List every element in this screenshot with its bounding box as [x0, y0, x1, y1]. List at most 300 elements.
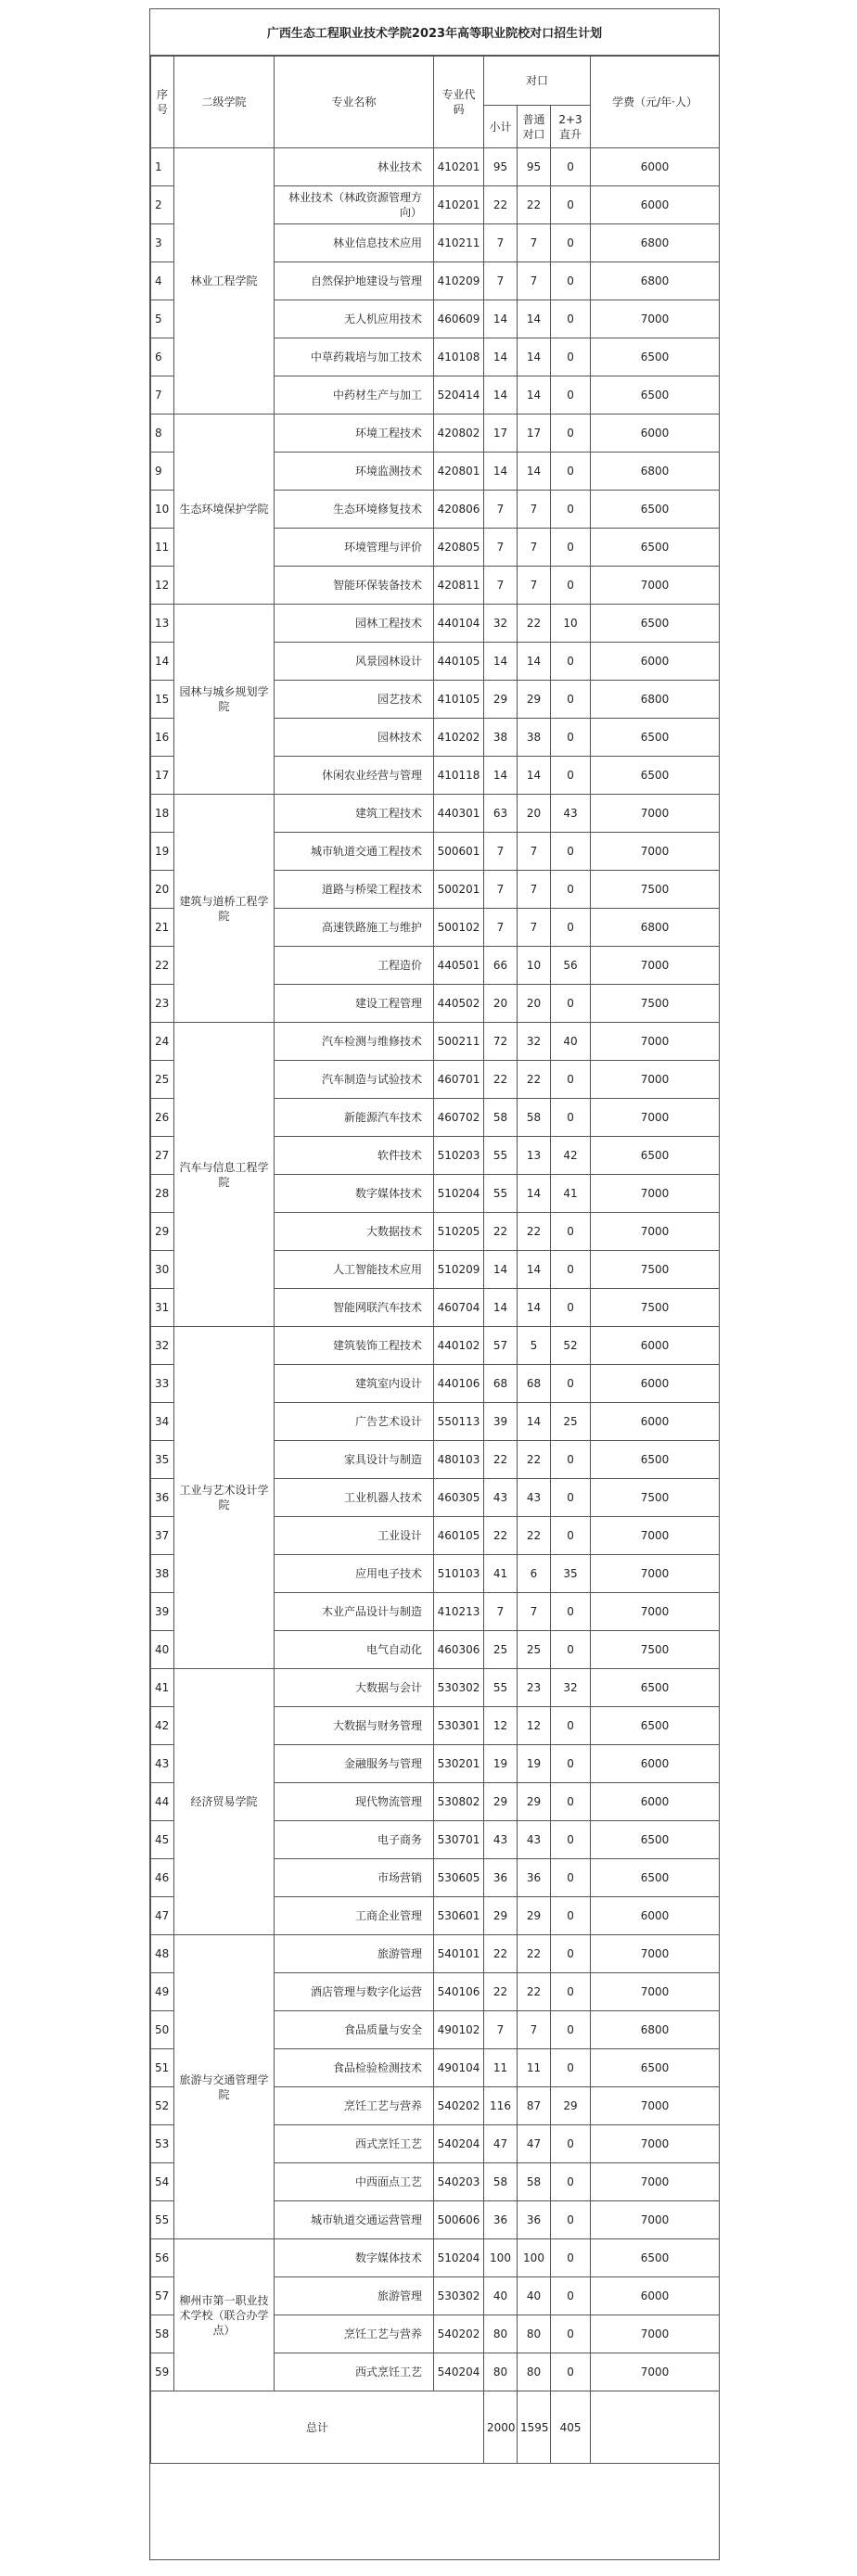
row-number: 55: [151, 2201, 174, 2239]
major-code: 540203: [434, 2163, 484, 2201]
college-name: 园林与城乡规划学院: [174, 605, 275, 795]
quota-two-three: 0: [551, 1631, 591, 1669]
header-subtotal: 小计: [484, 106, 518, 148]
major-name: 工业机器人技术: [275, 1479, 434, 1517]
quota-subtotal: 22: [484, 1213, 518, 1251]
quota-subtotal: 32: [484, 605, 518, 643]
major-name: 工商企业管理: [275, 1897, 434, 1935]
tuition-fee: 6800: [591, 681, 720, 719]
college-name: 林业工程学院: [174, 148, 275, 414]
major-name: 旅游管理: [275, 2277, 434, 2315]
row-number: 58: [151, 2315, 174, 2353]
major-code: 420802: [434, 414, 484, 453]
quota-subtotal: 17: [484, 414, 518, 453]
quota-two-three: 0: [551, 1517, 591, 1555]
quota-two-three: 29: [551, 2087, 591, 2125]
quota-subtotal: 55: [484, 1175, 518, 1213]
table-row: [151, 605, 720, 643]
tuition-fee: 6000: [591, 643, 720, 681]
major-code: 420811: [434, 567, 484, 605]
major-code: 530605: [434, 1859, 484, 1897]
major-code: 410211: [434, 224, 484, 262]
major-code: 460609: [434, 300, 484, 338]
quota-regular: 14: [518, 643, 551, 681]
row-number: 5: [151, 300, 174, 338]
quota-two-three: 52: [551, 1327, 591, 1365]
major-name: 中草药栽培与加工技术: [275, 338, 434, 376]
quota-subtotal: 29: [484, 1897, 518, 1935]
quota-two-three: 0: [551, 186, 591, 224]
major-name: 休闲农业经营与管理: [275, 757, 434, 795]
row-number: 53: [151, 2125, 174, 2163]
tuition-fee: 7000: [591, 567, 720, 605]
row-number: 22: [151, 947, 174, 985]
college-name: 建筑与道桥工程学院: [174, 795, 275, 1023]
quota-regular: 11: [518, 2049, 551, 2087]
row-number: 56: [151, 2239, 174, 2277]
quota-subtotal: 19: [484, 1745, 518, 1783]
total-fee: [591, 2391, 720, 2464]
tuition-fee: 6800: [591, 224, 720, 262]
quota-regular: 14: [518, 1175, 551, 1213]
quota-subtotal: 22: [484, 1973, 518, 2011]
tuition-fee: 7000: [591, 1555, 720, 1593]
quota-two-three: 0: [551, 643, 591, 681]
quota-subtotal: 7: [484, 491, 518, 529]
quota-regular: 22: [518, 1061, 551, 1099]
row-number: 15: [151, 681, 174, 719]
tuition-fee: 7000: [591, 1175, 720, 1213]
quota-two-three: 0: [551, 1289, 591, 1327]
tuition-fee: 7500: [591, 1251, 720, 1289]
quota-two-three: 0: [551, 224, 591, 262]
major-name: 无人机应用技术: [275, 300, 434, 338]
tuition-fee: 6500: [591, 491, 720, 529]
row-number: 25: [151, 1061, 174, 1099]
quota-regular: 43: [518, 1821, 551, 1859]
quota-regular: 22: [518, 1517, 551, 1555]
major-name: 汽车制造与试验技术: [275, 1061, 434, 1099]
major-name: 软件技术: [275, 1137, 434, 1175]
major-code: 530301: [434, 1707, 484, 1745]
quota-regular: 14: [518, 338, 551, 376]
row-number: 23: [151, 985, 174, 1023]
quota-two-three: 0: [551, 1251, 591, 1289]
document-title: 广西生态工程职业技术学院2023年高等职业院校对口招生计划: [150, 9, 719, 56]
major-name: 电气自动化: [275, 1631, 434, 1669]
major-code: 460701: [434, 1061, 484, 1099]
quota-subtotal: 36: [484, 2201, 518, 2239]
quota-regular: 14: [518, 1403, 551, 1441]
tuition-fee: 6000: [591, 1403, 720, 1441]
tuition-fee: 7000: [591, 1061, 720, 1099]
quota-two-three: 0: [551, 2353, 591, 2391]
quota-regular: 7: [518, 262, 551, 300]
major-code: 460702: [434, 1099, 484, 1137]
table-row: [151, 414, 720, 453]
tuition-fee: 7500: [591, 871, 720, 909]
tuition-fee: 6500: [591, 719, 720, 757]
plan-document: [149, 8, 720, 2560]
major-code: 550113: [434, 1403, 484, 1441]
quota-two-three: 0: [551, 529, 591, 567]
quota-subtotal: 25: [484, 1631, 518, 1669]
quota-subtotal: 7: [484, 262, 518, 300]
row-number: 1: [151, 148, 174, 186]
major-name: 环境工程技术: [275, 414, 434, 453]
quota-subtotal: 58: [484, 1099, 518, 1137]
quota-two-three: 43: [551, 795, 591, 833]
college-name: 旅游与交通管理学院: [174, 1935, 275, 2239]
major-name: 现代物流管理: [275, 1783, 434, 1821]
row-number: 24: [151, 1023, 174, 1061]
tuition-fee: 7000: [591, 1213, 720, 1251]
quota-subtotal: 14: [484, 1251, 518, 1289]
quota-two-three: 0: [551, 1099, 591, 1137]
quota-two-three: 0: [551, 148, 591, 186]
quota-regular: 14: [518, 376, 551, 414]
quota-two-three: 0: [551, 985, 591, 1023]
quota-subtotal: 14: [484, 643, 518, 681]
major-name: 风景园林设计: [275, 643, 434, 681]
quota-subtotal: 14: [484, 300, 518, 338]
row-number: 19: [151, 833, 174, 871]
major-code: 530302: [434, 2277, 484, 2315]
major-name: 园林工程技术: [275, 605, 434, 643]
row-number: 28: [151, 1175, 174, 1213]
quota-regular: 14: [518, 453, 551, 491]
quota-subtotal: 12: [484, 1707, 518, 1745]
quota-two-three: 0: [551, 1365, 591, 1403]
major-code: 520414: [434, 376, 484, 414]
quota-subtotal: 41: [484, 1555, 518, 1593]
major-code: 460704: [434, 1289, 484, 1327]
quota-two-three: 40: [551, 1023, 591, 1061]
quota-regular: 36: [518, 1859, 551, 1897]
table-row: [151, 795, 720, 833]
quota-regular: 36: [518, 2201, 551, 2239]
major-code: 410201: [434, 186, 484, 224]
tuition-fee: 6500: [591, 757, 720, 795]
row-number: 46: [151, 1859, 174, 1897]
quota-two-three: 32: [551, 1669, 591, 1707]
quota-regular: 38: [518, 719, 551, 757]
quota-regular: 7: [518, 491, 551, 529]
quota-regular: 22: [518, 1213, 551, 1251]
tuition-fee: 6000: [591, 1897, 720, 1935]
major-code: 500102: [434, 909, 484, 947]
quota-subtotal: 7: [484, 833, 518, 871]
major-code: 500201: [434, 871, 484, 909]
quota-regular: 7: [518, 2011, 551, 2049]
quota-two-three: 0: [551, 1707, 591, 1745]
quota-regular: 80: [518, 2315, 551, 2353]
tuition-fee: 7000: [591, 2125, 720, 2163]
header-row-1: [151, 57, 720, 106]
quota-two-three: 0: [551, 2239, 591, 2277]
tuition-fee: 7000: [591, 2201, 720, 2239]
quota-regular: 22: [518, 1973, 551, 2011]
major-code: 410209: [434, 262, 484, 300]
tuition-fee: 6500: [591, 2049, 720, 2087]
quota-regular: 7: [518, 224, 551, 262]
major-code: 510103: [434, 1555, 484, 1593]
major-name: 旅游管理: [275, 1935, 434, 1973]
tuition-fee: 6000: [591, 1745, 720, 1783]
tuition-fee: 6000: [591, 186, 720, 224]
tuition-fee: 7000: [591, 2353, 720, 2391]
total-row: [151, 2391, 720, 2464]
tuition-fee: 6000: [591, 1327, 720, 1365]
major-name: 烹饪工艺与营养: [275, 2315, 434, 2353]
quota-subtotal: 11: [484, 2049, 518, 2087]
row-number: 44: [151, 1783, 174, 1821]
quota-subtotal: 80: [484, 2353, 518, 2391]
tuition-fee: 6500: [591, 1821, 720, 1859]
quota-subtotal: 68: [484, 1365, 518, 1403]
major-code: 440502: [434, 985, 484, 1023]
major-name: 中药材生产与加工: [275, 376, 434, 414]
quota-regular: 22: [518, 186, 551, 224]
major-name: 智能网联汽车技术: [275, 1289, 434, 1327]
tuition-fee: 7000: [591, 1973, 720, 2011]
quota-subtotal: 7: [484, 567, 518, 605]
tuition-fee: 7000: [591, 2163, 720, 2201]
row-number: 20: [151, 871, 174, 909]
quota-two-three: 0: [551, 2011, 591, 2049]
major-code: 530701: [434, 1821, 484, 1859]
quota-two-three: 0: [551, 2315, 591, 2353]
major-name: 智能环保装备技术: [275, 567, 434, 605]
tuition-fee: 7500: [591, 1289, 720, 1327]
table-row: [151, 2239, 720, 2277]
quota-two-three: 0: [551, 1821, 591, 1859]
tuition-fee: 6000: [591, 2277, 720, 2315]
row-number: 12: [151, 567, 174, 605]
quota-regular: 100: [518, 2239, 551, 2277]
quota-regular: 32: [518, 1023, 551, 1061]
quota-regular: 20: [518, 795, 551, 833]
quota-regular: 43: [518, 1479, 551, 1517]
header-major-code: 专业代码: [434, 57, 484, 148]
quota-regular: 12: [518, 1707, 551, 1745]
major-name: 林业信息技术应用: [275, 224, 434, 262]
major-code: 540202: [434, 2315, 484, 2353]
row-number: 7: [151, 376, 174, 414]
college-name: 工业与艺术设计学院: [174, 1327, 275, 1669]
tuition-fee: 6800: [591, 2011, 720, 2049]
row-number: 16: [151, 719, 174, 757]
major-code: 530802: [434, 1783, 484, 1821]
tuition-fee: 7000: [591, 300, 720, 338]
quota-regular: 47: [518, 2125, 551, 2163]
major-code: 420806: [434, 491, 484, 529]
quota-two-three: 0: [551, 2049, 591, 2087]
row-number: 8: [151, 414, 174, 453]
major-code: 490102: [434, 2011, 484, 2049]
row-number: 37: [151, 1517, 174, 1555]
major-code: 460305: [434, 1479, 484, 1517]
quota-subtotal: 43: [484, 1479, 518, 1517]
row-number: 38: [151, 1555, 174, 1593]
college-name: 汽车与信息工程学院: [174, 1023, 275, 1327]
tuition-fee: 6800: [591, 453, 720, 491]
quota-regular: 7: [518, 833, 551, 871]
quota-subtotal: 39: [484, 1403, 518, 1441]
college-name: 经济贸易学院: [174, 1669, 275, 1935]
quota-regular: 29: [518, 681, 551, 719]
quota-subtotal: 55: [484, 1669, 518, 1707]
quota-regular: 87: [518, 2087, 551, 2125]
quota-two-three: 0: [551, 567, 591, 605]
major-code: 410118: [434, 757, 484, 795]
major-code: 410213: [434, 1593, 484, 1631]
header-seq: 序号: [151, 57, 174, 148]
row-number: 50: [151, 2011, 174, 2049]
row-number: 14: [151, 643, 174, 681]
row-number: 6: [151, 338, 174, 376]
row-number: 42: [151, 1707, 174, 1745]
major-name: 建筑装饰工程技术: [275, 1327, 434, 1365]
major-name: 建筑工程技术: [275, 795, 434, 833]
tuition-fee: 6500: [591, 1669, 720, 1707]
major-name: 应用电子技术: [275, 1555, 434, 1593]
quota-regular: 19: [518, 1745, 551, 1783]
major-name: 食品检验检测技术: [275, 2049, 434, 2087]
quota-two-three: 0: [551, 1745, 591, 1783]
major-name: 金融服务与管理: [275, 1745, 434, 1783]
quota-subtotal: 43: [484, 1821, 518, 1859]
row-number: 35: [151, 1441, 174, 1479]
quota-subtotal: 55: [484, 1137, 518, 1175]
quota-subtotal: 22: [484, 1935, 518, 1973]
tuition-fee: 6000: [591, 148, 720, 186]
quota-two-three: 0: [551, 1061, 591, 1099]
major-code: 510204: [434, 1175, 484, 1213]
row-number: 47: [151, 1897, 174, 1935]
major-name: 林业技术（林政资源管理方向）: [275, 186, 434, 224]
header-tuition: 学费（元/年·人）: [591, 57, 720, 148]
header-two-three: 2+3直升: [551, 106, 591, 148]
major-code: 540204: [434, 2125, 484, 2163]
quota-subtotal: 66: [484, 947, 518, 985]
major-code: 530601: [434, 1897, 484, 1935]
row-number: 41: [151, 1669, 174, 1707]
row-number: 3: [151, 224, 174, 262]
row-number: 39: [151, 1593, 174, 1631]
quota-subtotal: 20: [484, 985, 518, 1023]
quota-regular: 14: [518, 1251, 551, 1289]
quota-subtotal: 38: [484, 719, 518, 757]
row-number: 31: [151, 1289, 174, 1327]
quota-two-three: 0: [551, 719, 591, 757]
major-name: 建筑室内设计: [275, 1365, 434, 1403]
tuition-fee: 7000: [591, 1517, 720, 1555]
major-name: 数字媒体技术: [275, 2239, 434, 2277]
quota-subtotal: 80: [484, 2315, 518, 2353]
row-number: 9: [151, 453, 174, 491]
tuition-fee: 7500: [591, 985, 720, 1023]
major-name: 林业技术: [275, 148, 434, 186]
quota-regular: 29: [518, 1897, 551, 1935]
quota-two-three: 41: [551, 1175, 591, 1213]
quota-subtotal: 47: [484, 2125, 518, 2163]
quota-two-three: 0: [551, 453, 591, 491]
major-name: 道路与桥梁工程技术: [275, 871, 434, 909]
major-name: 工程造价: [275, 947, 434, 985]
row-number: 49: [151, 1973, 174, 2011]
major-code: 460105: [434, 1517, 484, 1555]
tuition-fee: 7000: [591, 833, 720, 871]
major-code: 440105: [434, 643, 484, 681]
major-name: 城市轨道交通工程技术: [275, 833, 434, 871]
row-number: 51: [151, 2049, 174, 2087]
table-row: [151, 1935, 720, 1973]
major-name: 西式烹饪工艺: [275, 2125, 434, 2163]
quota-two-three: 56: [551, 947, 591, 985]
quota-subtotal: 7: [484, 529, 518, 567]
quota-two-three: 0: [551, 262, 591, 300]
quota-subtotal: 14: [484, 757, 518, 795]
quota-regular: 7: [518, 529, 551, 567]
row-number: 29: [151, 1213, 174, 1251]
row-number: 17: [151, 757, 174, 795]
major-code: 420801: [434, 453, 484, 491]
quota-regular: 40: [518, 2277, 551, 2315]
total-label: 总计: [151, 2391, 484, 2464]
quota-two-three: 0: [551, 757, 591, 795]
major-name: 市场营销: [275, 1859, 434, 1897]
quota-subtotal: 100: [484, 2239, 518, 2277]
quota-regular: 14: [518, 757, 551, 795]
major-name: 园艺技术: [275, 681, 434, 719]
quota-regular: 7: [518, 567, 551, 605]
quota-two-three: 0: [551, 376, 591, 414]
quota-regular: 80: [518, 2353, 551, 2391]
quota-two-three: 0: [551, 909, 591, 947]
quota-two-three: 0: [551, 1859, 591, 1897]
header-quota: 对口: [484, 57, 591, 106]
quota-subtotal: 14: [484, 1289, 518, 1327]
quota-two-three: 0: [551, 300, 591, 338]
quota-subtotal: 36: [484, 1859, 518, 1897]
enrollment-table: [150, 56, 720, 2464]
major-code: 510204: [434, 2239, 484, 2277]
major-code: 510203: [434, 1137, 484, 1175]
major-code: 540202: [434, 2087, 484, 2125]
quota-subtotal: 57: [484, 1327, 518, 1365]
tuition-fee: 6500: [591, 1859, 720, 1897]
row-number: 4: [151, 262, 174, 300]
major-code: 500211: [434, 1023, 484, 1061]
major-code: 540204: [434, 2353, 484, 2391]
tuition-fee: 6500: [591, 529, 720, 567]
major-name: 环境管理与评价: [275, 529, 434, 567]
quota-two-three: 0: [551, 2277, 591, 2315]
major-name: 中西面点工艺: [275, 2163, 434, 2201]
quota-subtotal: 58: [484, 2163, 518, 2201]
major-code: 510205: [434, 1213, 484, 1251]
quota-regular: 22: [518, 605, 551, 643]
major-name: 大数据与会计: [275, 1669, 434, 1707]
quota-two-three: 0: [551, 1935, 591, 1973]
tuition-fee: 6500: [591, 338, 720, 376]
major-code: 440301: [434, 795, 484, 833]
tuition-fee: 7000: [591, 2087, 720, 2125]
tuition-fee: 7000: [591, 947, 720, 985]
row-number: 11: [151, 529, 174, 567]
row-number: 57: [151, 2277, 174, 2315]
